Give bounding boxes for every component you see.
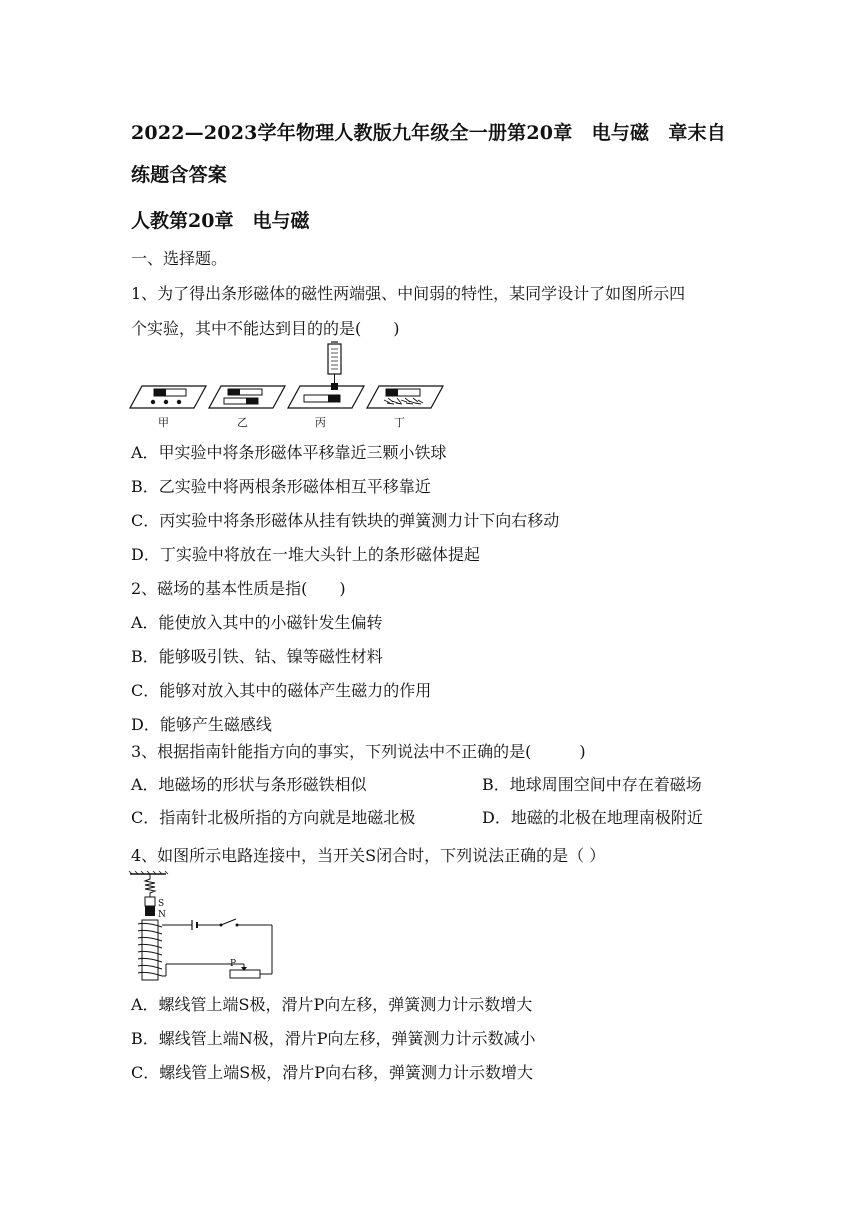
q4-label-s: S (158, 899, 165, 909)
q1-stem-line2: 个实验，其中不能达到目的的是( ) (131, 319, 400, 338)
q1-label-yi: 乙 (237, 416, 248, 429)
q1-figure (128, 340, 448, 432)
q1-option-a: A．甲实验中将条形磁体平移靠近三颗小铁球 (131, 443, 447, 462)
q1-plate-yi (209, 386, 285, 408)
doc-title-line2: 练题含答案 (131, 164, 228, 186)
q4-circuit-figure (126, 870, 286, 986)
doc-title-line1: 2022—2023学年物理人教版九年级全一册第20章 电与磁 章末自 (131, 122, 727, 144)
q3-option-c: C．指南针北极所指的方向就是地磁北极 (131, 808, 416, 827)
q1-plate-ding (367, 386, 443, 408)
chapter-heading: 人教第20章 电与磁 (131, 210, 310, 232)
q3-stem: 3、根据指南针能指方向的事实，下列说法中不正确的是( ) (131, 742, 586, 761)
q1-plate-jia (130, 386, 206, 408)
q1-label-jia: 甲 (158, 416, 169, 429)
q4-option-c: C．螺线管上端S极，滑片P向右移，弹簧测力计示数增大 (131, 1063, 533, 1082)
q2-option-c: C．能够对放入其中的磁体产生磁力的作用 (131, 681, 432, 700)
q4-option-b: B．螺线管上端N极，滑片P向左移，弹簧测力计示数减小 (131, 1029, 536, 1048)
q4-label-p: P (230, 959, 237, 969)
q4-label-n: N (158, 910, 166, 920)
q1-option-c: C．丙实验中将条形磁体从挂有铁块的弹簧测力计下向右移动 (131, 511, 560, 530)
q1-option-b: B．乙实验中将两根条形磁体相互平移靠近 (131, 477, 431, 496)
q2-option-b: B．能够吸引铁、钴、镍等磁性材料 (131, 647, 383, 666)
q1-plate-bing (288, 342, 364, 408)
q1-stem-line1: 1、为了得出条形磁体的磁性两端强、中间弱的特性，某同学设计了如图所示四 (131, 284, 686, 303)
q2-option-d: D．能够产生磁感线 (131, 715, 272, 734)
q3-option-d: D．地磁的北极在地理南极附近 (482, 808, 703, 827)
q3-option-a: A．地磁场的形状与条形磁铁相似 (131, 775, 367, 794)
q1-label-bing: 丙 (315, 416, 326, 429)
q4-option-a: A．螺线管上端S极，滑片P向左移，弹簧测力计示数增大 (131, 995, 533, 1014)
q3-option-b: B．地球周围空间中存在着磁场 (482, 775, 702, 794)
q1-label-ding: 丁 (394, 416, 405, 429)
q1-option-d: D．丁实验中将放在一堆大头针上的条形磁体提起 (131, 545, 480, 564)
section-heading: 一、选择题。 (131, 249, 228, 268)
q4-stem: 4、如图所示电路连接中，当开关S闭合时，下列说法正确的是（ ） (131, 846, 606, 865)
q2-option-a: A．能使放入其中的小磁针发生偏转 (131, 613, 383, 632)
q2-stem: 2、磁场的基本性质是指( ) (131, 579, 346, 598)
